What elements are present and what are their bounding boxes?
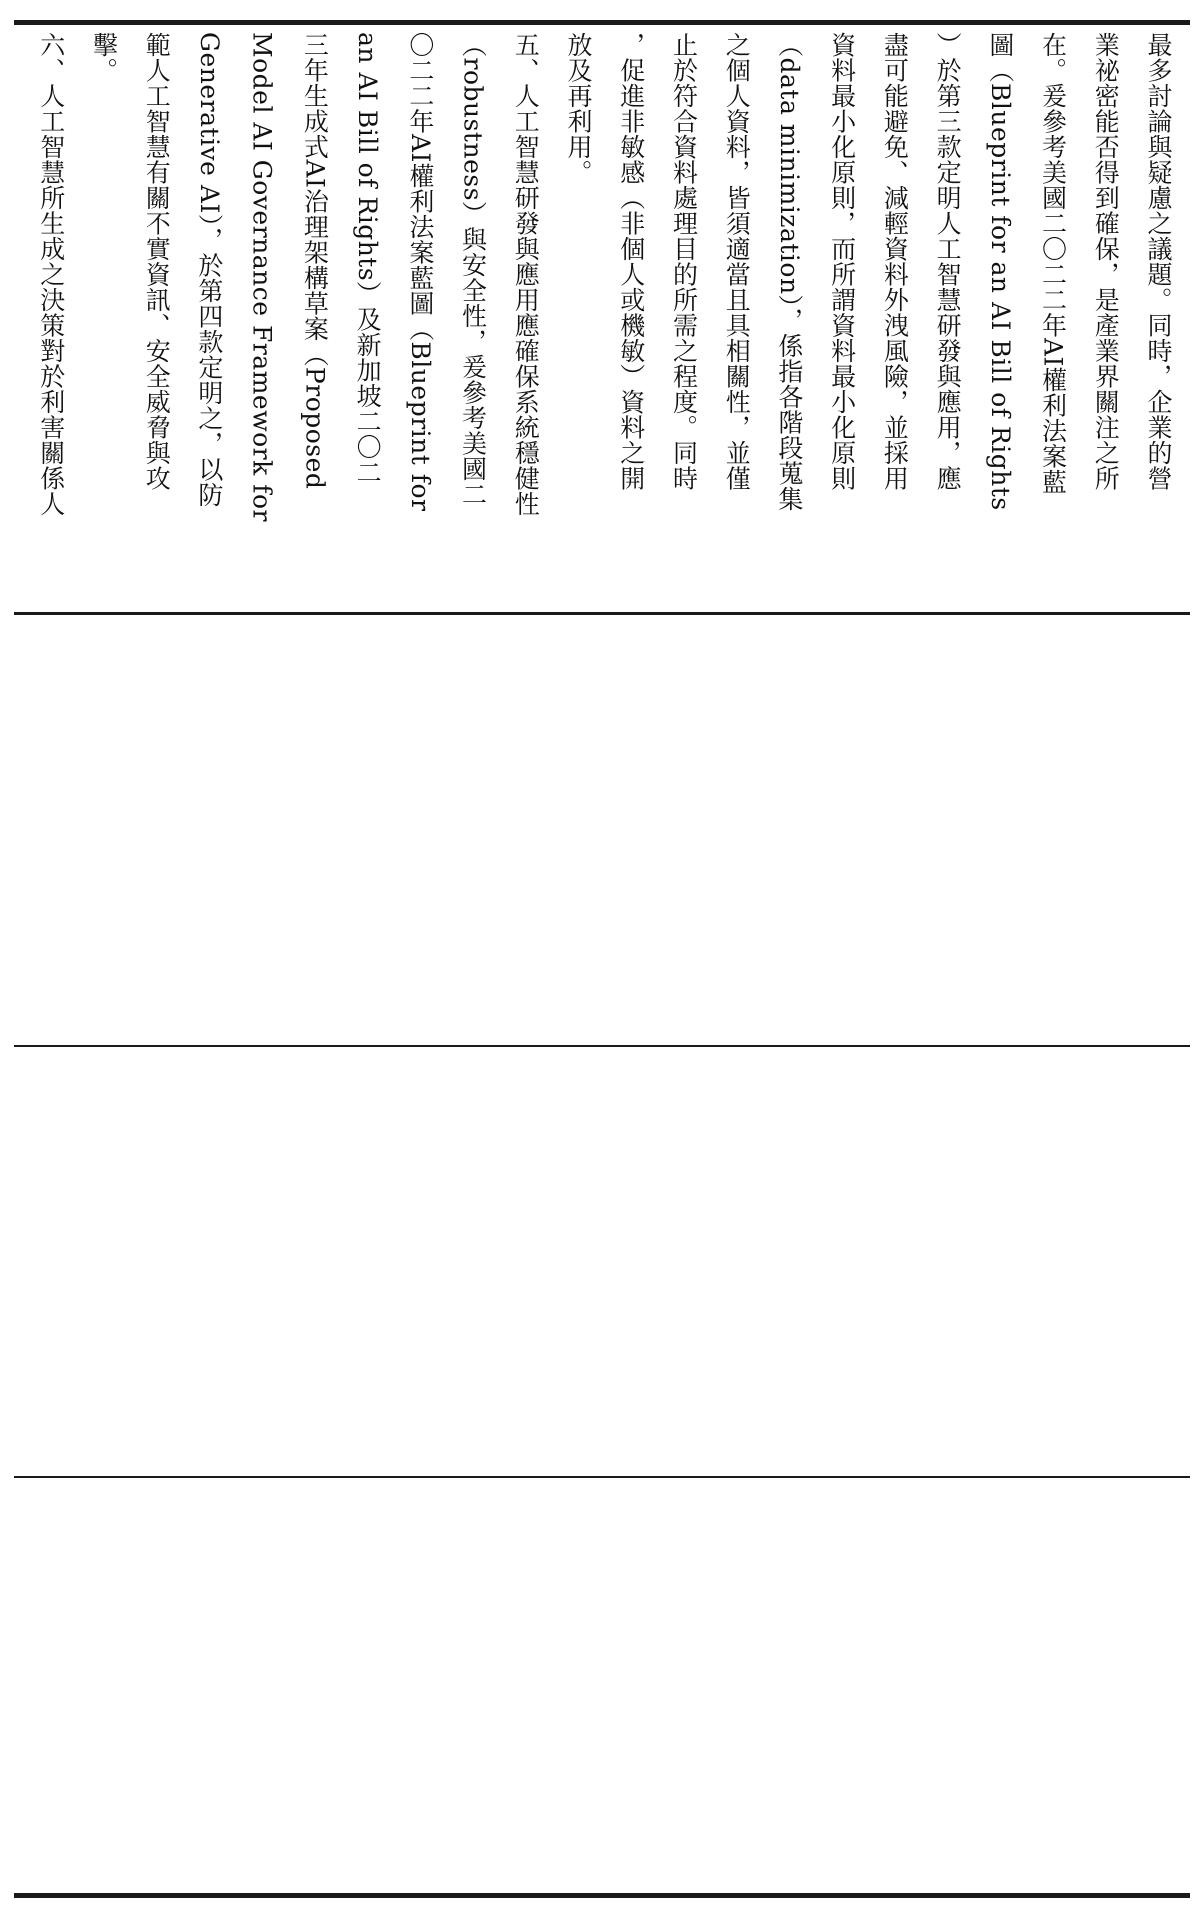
text-column: 五、人工智慧研發與應用應確保系統穩健性: [511, 32, 541, 517]
text-column: 資料最小化原則，而所謂資料最小化原則: [827, 32, 857, 491]
text-column: 六、人工智慧所生成之決策對於利害關係人: [36, 32, 66, 517]
text-column: 盡可能避免、減輕資料外洩風險，並採用: [880, 32, 910, 491]
text-column: 放及再利用。: [564, 32, 593, 185]
text-column: an AI Bill of Rights）及新加坡二〇二: [353, 32, 383, 486]
text-column: ，促進非敏感（非個人或機敏）資料之開: [616, 32, 646, 491]
text-column: 止於符合資料處理目的所需之程度。同時: [669, 32, 699, 491]
text-column: （robustness）與安全性，爰參考美國二: [458, 32, 488, 508]
table-bottom-rule: [14, 1893, 1190, 1898]
text-column: （data minimization），係指各階段蒐集: [774, 32, 804, 512]
table-row-divider: [14, 1476, 1190, 1478]
text-column: 〇二二年AI權利法案藍圖（Blueprint for: [405, 32, 435, 512]
text-column: 圖（Blueprint for an AI Bill of Rights: [985, 32, 1015, 511]
text-column: 最多討論與疑慮之議題。同時，企業的營: [1144, 32, 1173, 491]
table-row-divider: [14, 612, 1190, 615]
table-top-rule: [14, 20, 1190, 25]
text-column: 擊。: [89, 32, 119, 83]
text-column: ）於第三款定明人工智慧研發與應用，應: [933, 32, 963, 491]
text-column: 範人工智慧有關不實資訊、安全威脅與攻: [142, 32, 172, 491]
text-column: 業祕密能否得到確保，是產業界關注之所: [1091, 32, 1121, 491]
text-column: 在。爰參考美國二〇二二年AI權利法案藍: [1038, 32, 1068, 495]
text-column: 之個人資料，皆須適當且具相關性，並僅: [722, 32, 752, 491]
text-column: Generative AI），於第四款定明之，以防: [194, 32, 224, 508]
table-row-divider: [14, 1045, 1190, 1047]
text-column: Model AI Governance Framework for: [247, 32, 277, 522]
text-column: 三年生成式AI治理架構草案（Proposed: [300, 32, 330, 490]
